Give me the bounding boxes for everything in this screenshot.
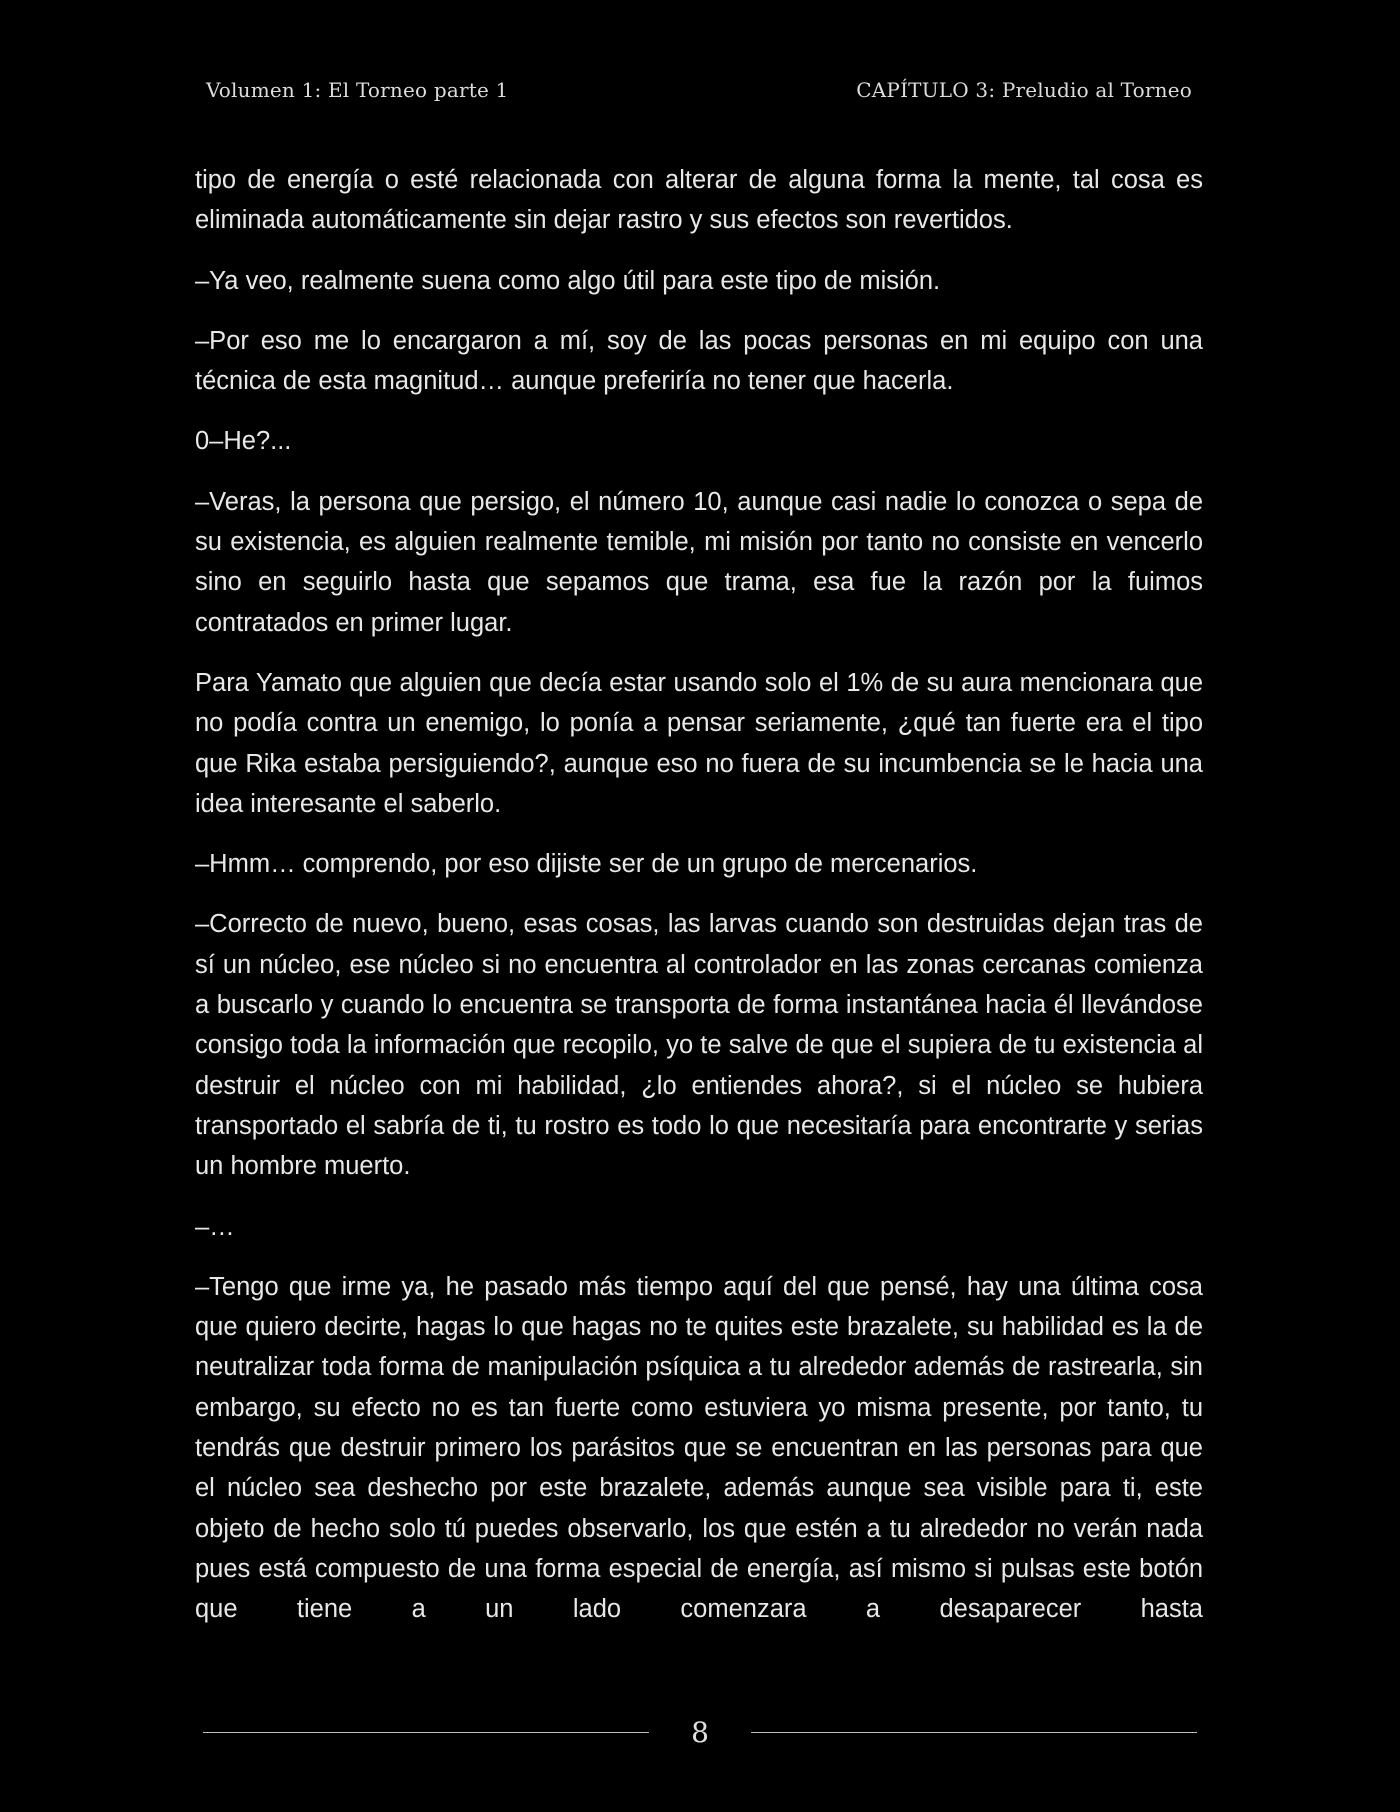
paragraph: –Por eso me lo encargaron a mí, soy de las pocas personas en mi equipo con una técnica de esta magnitud… aunque preferiría no tener que hacerla. xyxy=(195,326,1203,396)
paragraph: –Veras, la persona que persigo, el número 10, aunque casi nadie lo conozca o sepa de su existencia, es alguien realmente temible, mi misión por tanto no consiste en vencerlo sino en seguirlo hasta que sepamos que trama, esa fue la razón por la fuimos contratados en primer lugar. xyxy=(195,487,1203,637)
running-header xyxy=(206,78,1192,102)
paragraph: –Correcto de nuevo, bueno, esas cosas, las larvas cuando son destruidas dejan tras de sí un núcleo, ese núcleo si no encuentra al controlador en las zonas cercanas comienza a buscarlo y cuando lo encuentra se transporta de forma instantánea hacia él llevándose consigo toda la información que recopilo, yo te salve de que el supiera de tu existencia al destruir el núcleo con mi habilidad, ¿lo entiendes ahora?, si el núcleo se hubiera transportado el sabría de ti, tu rostro es todo lo que necesitaría para encontrarte y serias un hombre muerto. xyxy=(195,910,1203,1181)
page-number: 8 xyxy=(691,1715,709,1749)
paragraph: –Tengo que irme ya, he pasado más tiempo aquí del que pensé, hay una última cosa que quiero decirte, hagas lo que hagas no te quites este brazalete, su habilidad es la de neutralizar toda forma de manipulación psíquica a tu alrededor además de rastrearla, sin embargo, su efecto no es tan fuerte como estuviera yo misma presente, por tanto, tu tendrás que destruir primero los parásitos que se encuentran en las personas para que el núcleo sea deshecho por este brazalete, además aunque sea visible para ti, este objeto de hecho solo tú puedes observarlo, los que estén a tu alrededor no verán nada pues está compuesto de una forma especial de energía, así mismo si pulsas este botón que tiene a un lado comenzara a desaparecer hasta xyxy=(195,1272,1203,1624)
header-volume-title: Volumen 1: El Torneo parte 1 xyxy=(206,78,509,102)
paragraph: –Ya veo, realmente suena como algo útil para este tipo de misión. xyxy=(195,266,941,295)
header-chapter-title: CAPÍTULO 3: Preludio al Torneo xyxy=(856,78,1192,102)
paragraph: –… xyxy=(195,1212,235,1241)
paragraph: Para Yamato que alguien que decía estar usando solo el 1% de su aura mencionara que no podía contra un enemigo, lo ponía a pensar seriamente, ¿qué tan fuerte era el tipo que Rika estaba persiguiendo?, aunque eso no fuera de su incumbencia se le hacia una idea interesante el saberlo. xyxy=(195,668,1203,818)
footer-rule-left xyxy=(203,1732,649,1733)
paragraph: 0–He?... xyxy=(195,427,292,456)
page-footer xyxy=(203,1712,1197,1752)
paragraph: –Hmm… comprendo, por eso dijiste ser de un grupo de mercenarios. xyxy=(195,850,978,879)
footer-rule-right xyxy=(751,1732,1197,1733)
page-body xyxy=(195,160,1203,1630)
paragraph: tipo de energía o esté relacionada con alterar de alguna forma la mente, tal cosa es eliminada automáticamente sin dejar rastro y sus efectos son revertidos. xyxy=(195,166,1203,235)
